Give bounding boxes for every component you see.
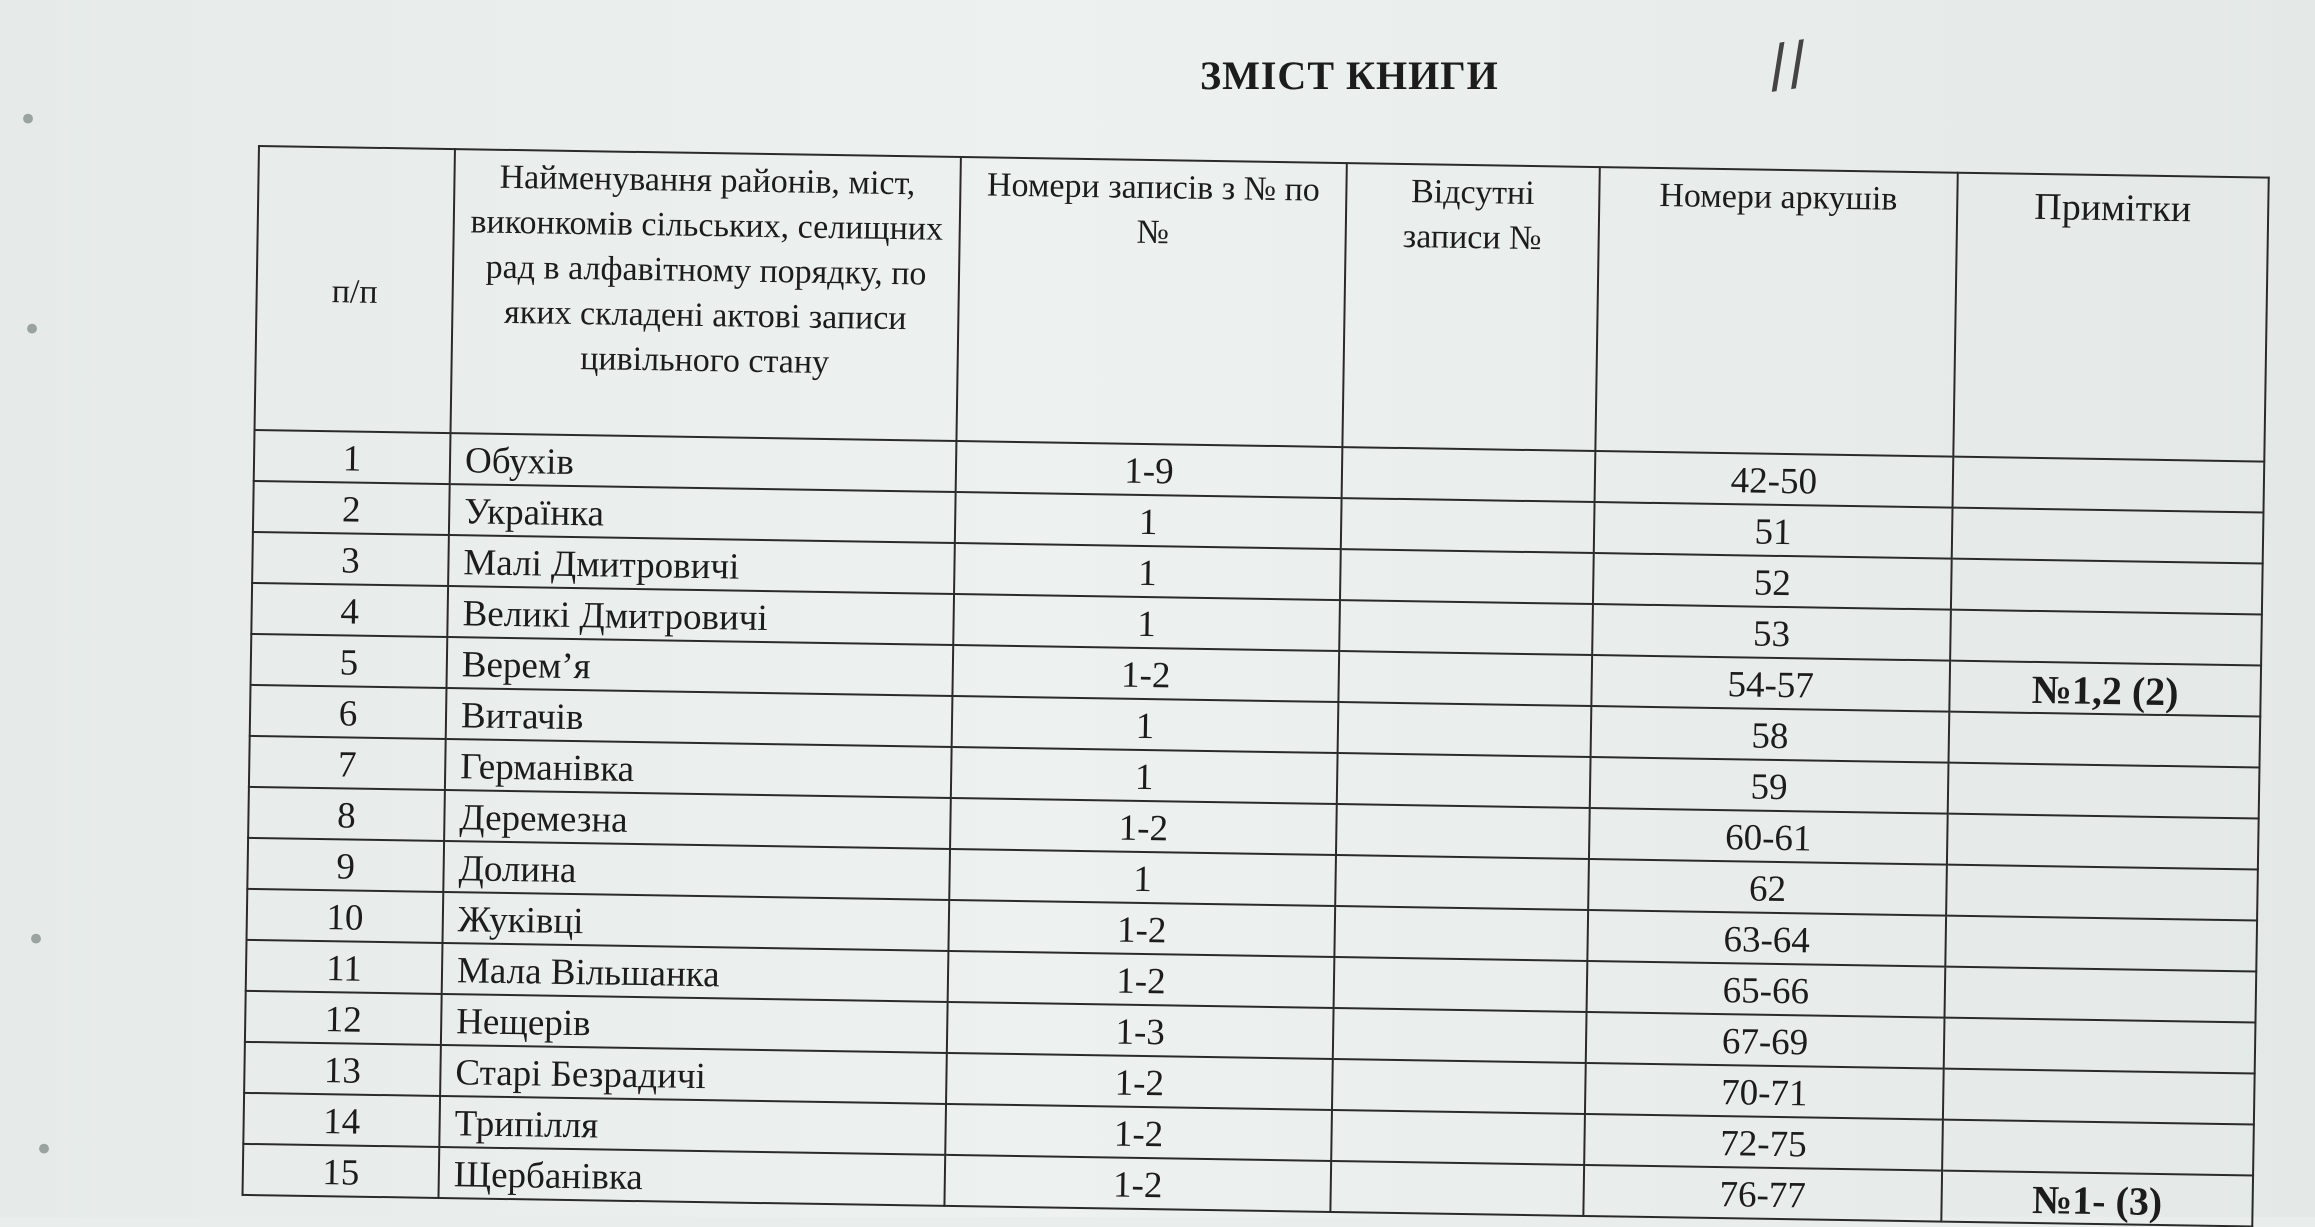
row-record-range: 1-3: [947, 1002, 1334, 1059]
row-notes: [1942, 1120, 2254, 1176]
row-missing: [1337, 753, 1591, 808]
row-sheets: 58: [1591, 706, 1950, 763]
row-number: 4: [251, 583, 448, 637]
row-notes: [1945, 967, 2257, 1023]
row-missing: [1334, 957, 1588, 1012]
column-header-number: п/п: [255, 146, 455, 433]
column-header-record-range: Номери записів з № по №: [956, 157, 1346, 447]
row-sheets: 52: [1593, 553, 1952, 610]
row-name: Витачів: [446, 688, 953, 747]
row-missing: [1330, 1161, 1584, 1216]
row-missing: [1331, 1110, 1585, 1165]
margin-hole-icon: •: [26, 920, 47, 960]
row-missing: [1338, 702, 1592, 757]
row-number: 9: [247, 838, 444, 892]
column-header-name: Найменування районів, міст, виконкомів сільських, селищних рад в алфавітному порядку, по яких складені актові записи цивільного стану: [450, 149, 960, 441]
row-number: 5: [251, 634, 448, 688]
row-missing: [1332, 1059, 1586, 1114]
row-missing: [1342, 447, 1596, 502]
row-number: 11: [246, 940, 443, 994]
row-number: 3: [252, 532, 449, 586]
row-name: Обухів: [450, 433, 957, 492]
page-title: ЗМІСТ КНИГИ: [1200, 53, 1499, 98]
column-header-sheets: Номери аркушів: [1595, 167, 1957, 457]
row-notes: [1952, 508, 2264, 564]
row-record-range: 1: [955, 492, 1342, 549]
row-record-range: 1-2: [948, 951, 1335, 1008]
margin-hole-icon: •: [22, 310, 43, 350]
row-name: Українка: [449, 484, 956, 543]
row-number: 13: [244, 1042, 441, 1096]
row-name: Старі Безрадичі: [440, 1045, 947, 1104]
row-notes: [1950, 610, 2262, 666]
row-name: Жуківці: [442, 892, 949, 951]
row-notes: [1946, 865, 2258, 921]
row-number: 15: [243, 1144, 440, 1198]
row-missing: [1334, 906, 1588, 961]
row-number: 6: [250, 685, 447, 739]
row-record-range: 1: [954, 543, 1341, 600]
row-sheets: 65-66: [1587, 961, 1946, 1018]
row-notes: [1943, 1069, 2255, 1125]
row-missing: [1336, 804, 1590, 859]
contents-table: [241, 145, 2269, 1227]
row-record-range: 1-2: [944, 1155, 1331, 1212]
row-number: 7: [249, 736, 446, 790]
row-sheets: 53: [1592, 604, 1951, 661]
handwritten-page-mark: ∕∕: [1763, 27, 1812, 101]
row-number: 14: [243, 1093, 440, 1147]
row-notes: [1948, 763, 2260, 819]
row-notes: [1949, 712, 2261, 768]
row-missing: [1340, 549, 1594, 604]
row-notes: [1947, 814, 2259, 870]
row-number: 2: [253, 481, 450, 535]
row-record-range: 1-2: [948, 900, 1335, 957]
row-sheets: 60-61: [1589, 808, 1948, 865]
row-name: Верем’я: [446, 637, 953, 696]
column-header-missing: Відсутні записи №: [1342, 163, 1599, 451]
table-body: [243, 430, 2265, 1226]
row-sheets: 63-64: [1587, 910, 1946, 967]
row-notes: №1,2 (2): [1949, 661, 2261, 717]
row-record-range: 1: [951, 747, 1338, 804]
row-record-range: 1-9: [956, 441, 1343, 498]
row-sheets: 76-77: [1583, 1165, 1942, 1222]
row-record-range: 1: [952, 696, 1339, 753]
row-name: Нещерів: [441, 994, 948, 1053]
row-record-range: 1-2: [952, 645, 1339, 702]
row-missing: [1341, 498, 1595, 553]
row-name: Щербанівка: [438, 1147, 945, 1206]
row-name: Великі Дмитровичі: [447, 586, 954, 645]
row-name: Мала Вільшанка: [442, 943, 949, 1002]
row-notes: [1945, 916, 2257, 972]
row-name: Трипілля: [439, 1096, 946, 1155]
row-record-range: 1-2: [946, 1053, 1333, 1110]
row-missing: [1333, 1008, 1587, 1063]
row-number: 8: [248, 787, 445, 841]
row-number: 12: [245, 991, 442, 1045]
row-sheets: 42-50: [1595, 451, 1954, 508]
row-notes: [1944, 1018, 2256, 1074]
row-record-range: 1-2: [945, 1104, 1332, 1161]
row-notes: №1- (3): [1941, 1171, 2253, 1227]
row-sheets: 62: [1588, 859, 1947, 916]
row-name: Германівка: [445, 739, 952, 798]
column-header-notes: Примітки: [1953, 173, 2268, 462]
row-number: 10: [247, 889, 444, 943]
margin-hole-icon: •: [18, 100, 39, 140]
row-name: Деремезна: [444, 790, 951, 849]
row-missing: [1339, 600, 1593, 655]
row-sheets: 59: [1590, 757, 1949, 814]
row-number: 1: [254, 430, 451, 484]
row-missing: [1335, 855, 1589, 910]
row-sheets: 70-71: [1585, 1063, 1944, 1120]
contents-table-wrapper: [241, 145, 2267, 1227]
row-record-range: 1: [953, 594, 1340, 651]
row-sheets: 51: [1594, 502, 1953, 559]
row-record-range: 1: [949, 849, 1336, 906]
row-notes: [1953, 457, 2265, 513]
row-sheets: 67-69: [1586, 1012, 1945, 1069]
row-sheets: 72-75: [1584, 1114, 1943, 1171]
row-name: Малі Дмитровичі: [448, 535, 955, 594]
margin-hole-icon: •: [34, 1130, 55, 1170]
row-sheets: 54-57: [1591, 655, 1950, 712]
row-record-range: 1-2: [950, 798, 1337, 855]
row-notes: [1951, 559, 2263, 615]
row-missing: [1338, 651, 1592, 706]
table-header-row: [255, 146, 2269, 462]
row-name: Долина: [443, 841, 950, 900]
